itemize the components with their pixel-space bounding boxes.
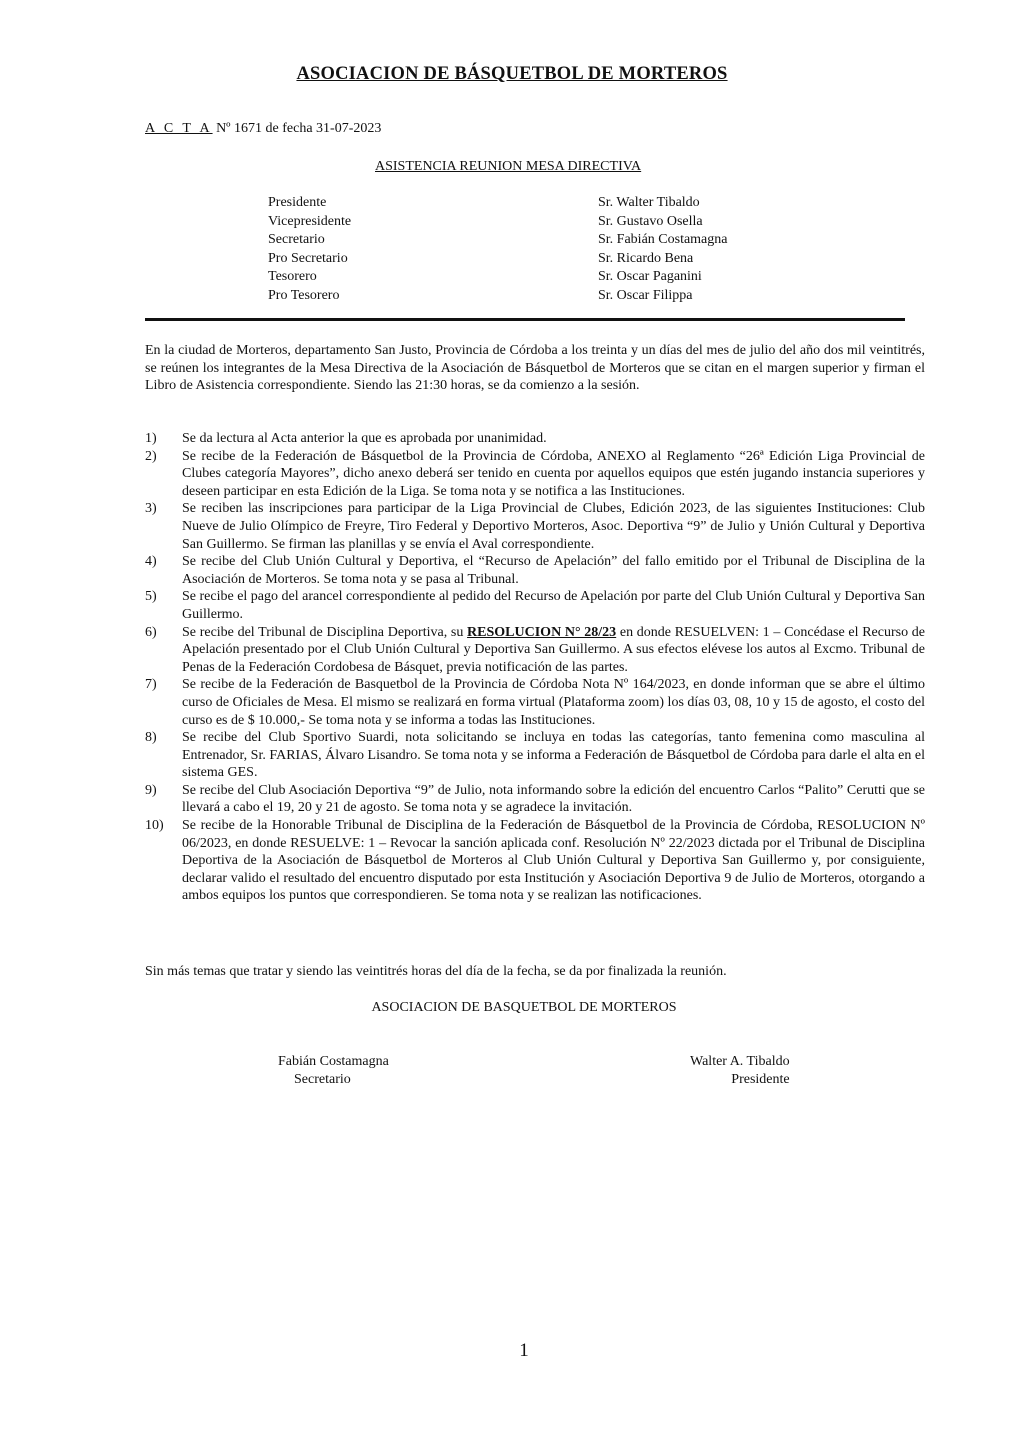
roster-row — [268, 194, 868, 213]
acta-label: A C T A — [145, 121, 213, 136]
roster-row — [268, 231, 868, 250]
item-text: Se da lectura al Acta anterior la que es aprobada por unanimidad. — [182, 431, 547, 446]
roster-name: Sr. Ricardo Bena — [598, 250, 694, 266]
closing-paragraph: Sin más temas que tratar y siendo las veintitrés horas del día de la fecha, se da por finalizada la reunión. — [145, 964, 727, 979]
item-text: Se recibe de la Federación de Básquetbol de la Provincia de Córdoba, ANEXO al Reglamento “26ª Edición Liga Provincial de Clubes categoría Mayores”, dicho anexo deberá ser tenido en cuenta por aquellos equipos que estén jugando instancia superiores y deseen participar en esta Edición de la Liga. Se toma nota y se notifica a las Instituciones. — [182, 448, 925, 499]
item-text: Se recibe de la Honorable Tribunal de Disciplina de la Federación de Básquetbol de la Provincia de Córdoba, RESOLUCION Nº 06/2023, en donde RESUELVE: 1 – Revocar la sanción aplicada conf. Resolución Nº 22/2023 dictada por el Tribunal de Disciplina Deportiva de la Asociación de Básquetbol de Morteros al Club Unión Cultural y Deportiva San Guillermo y, por consiguiente, declarar valido el resultado del encuentro disputado por esta Institución y Asociación Deportiva 9 de Julio de Morteros, otorgando a ambos equipos los puntos que correspondieren. Se toma nota y se realizan las notificaciones. — [182, 818, 925, 904]
resolution-reference: RESOLUCION N° 28/23 — [467, 624, 617, 640]
item-number: 8) — [145, 730, 157, 746]
acta-number-date: Nº 1671 de fecha 31-07-2023 — [212, 121, 382, 136]
item-number: 4) — [145, 554, 157, 570]
list-item — [145, 500, 925, 553]
item-text: Se recibe del Club Sportivo Suardi, nota solicitando se incluya en todas las categorías, tanto femenina como masculina al Entrenador, Sr. FARIAS, Álvaro Lisandro. Se toma nota y se informa a Federación de Básquetbol de Córdoba para darle el alta en el sistema GES. — [182, 730, 925, 781]
list-item — [145, 448, 925, 501]
roster-name: Sr. Oscar Paganini — [598, 269, 702, 285]
signature-secretary — [278, 1053, 389, 1088]
roster-role: Tesorero — [268, 269, 317, 285]
roster-row — [268, 213, 868, 232]
item-text: Se reciben las inscripciones para participar de la Liga Provincial de Clubes, Edición 2023, de las siguientes Instituciones: Club Nueve de Julio Olímpico de Freyre, Tiro Federal y Deportivo Morteros, Asoc. Deportiva “9” de Julio y Unión Cultural y Deportiva San Guillermo. Se firman las planillas y se envía el Aval correspondiente. — [182, 501, 925, 552]
document-title: ASOCIACION DE BÁSQUETBOL DE MORTEROS — [296, 64, 728, 84]
item-text: Se recibe el pago del arancel correspondiente al pedido del Recurso de Apelación por parte del Club Unión Cultural y Deportiva San Guillermo. — [182, 589, 925, 622]
roster-row — [268, 287, 868, 306]
roster-name: Sr. Walter Tibaldo — [598, 195, 700, 210]
item-text: Se recibe de la Federación de Basquetbol de la Provincia de Córdoba Nota Nº 164/2023, en donde informan que se abre el último curso de Oficiales de Mesa. El mismo se realizará en forma virtual (Plataforma zoom) los días 03, 08, 10 y 15 de agosto, el costo del curso es de $ 10.000,- Se toma nota y se informa a todas las Instituciones. — [182, 677, 925, 728]
attendance-heading: ASISTENCIA REUNION MESA DIRECTIVA — [375, 159, 642, 174]
list-item — [145, 430, 925, 448]
item-text — [182, 624, 925, 677]
attendance-roster — [268, 194, 868, 306]
roster-role: Pro Tesorero — [268, 287, 340, 303]
list-item — [145, 553, 925, 588]
roster-role: Vicepresidente — [268, 213, 352, 229]
list-item — [145, 782, 925, 817]
roster-role: Secretario — [268, 232, 325, 248]
roster-role: Pro Secretario — [268, 250, 348, 266]
item-number: 10) — [145, 818, 164, 834]
roster-name: Sr. Oscar Filippa — [598, 287, 693, 303]
roster-name: Sr. Gustavo Osella — [598, 213, 703, 229]
item-text-post: en donde RESUELVEN: 1 – Concédase el Recurso de Apelación presentado por el Club Unión Cultural y Deportiva San Guillermo. A sus efectos elévese los autos al Excmo. Tribunal de Penas de la Federación Cordobesa de Básquet, previa notificación de las partes. — [182, 624, 926, 675]
list-item — [145, 729, 925, 782]
signature-president — [690, 1053, 790, 1088]
item-number: 1) — [145, 431, 157, 446]
roster-row — [268, 268, 868, 287]
horizontal-divider — [145, 318, 905, 321]
item-text-pre: Se recibe del Tribunal de Disciplina Deportiva, su — [182, 624, 468, 640]
list-item — [145, 588, 925, 623]
list-item — [145, 624, 925, 677]
acta-line — [145, 121, 381, 137]
signature-name: Walter A. Tibaldo — [690, 1054, 790, 1069]
item-number: 5) — [145, 589, 157, 605]
item-number: 2) — [145, 448, 157, 464]
list-item — [145, 817, 925, 905]
agenda-list — [145, 430, 925, 905]
item-text: Se recibe del Club Unión Cultural y Deportiva, el “Recurso de Apelación” del fallo emitido por el Tribunal de Disciplina de la Asociación de Morteros. Se toma nota y se pasa al Tribunal. — [182, 554, 925, 587]
list-item — [145, 676, 925, 729]
association-footer: ASOCIACION DE BASQUETBOL DE MORTEROS — [371, 1000, 677, 1015]
item-number: 3) — [145, 501, 157, 517]
intro-paragraph: En la ciudad de Morteros, departamento San Justo, Provincia de Córdoba a los treinta y un días del mes de julio del año dos mil veintitrés, se reúnen los integrantes de la Mesa Directiva de la Asociación de Básquetbol de Morteros que se citan en el margen superior y firman el Libro de Asistencia correspondiente. Siendo las 21:30 horas, se da comienzo a la sesión. — [145, 343, 925, 394]
signature-role: Presidente — [731, 1071, 790, 1087]
roster-name: Sr. Fabián Costamagna — [598, 232, 728, 248]
signature-name: Fabián Costamagna — [278, 1054, 389, 1069]
item-text: Se recibe del Club Asociación Deportiva “9” de Julio, nota informando sobre la edición del encuentro Carlos “Palito” Cerutti que se llevará a cabo el 19, 20 y 21 de agosto. Se toma nota y se agradece la invitación. — [182, 782, 925, 816]
page-number: 1 — [519, 1340, 529, 1361]
item-number: 9) — [145, 782, 157, 798]
item-number: 6) — [145, 624, 157, 640]
roster-row — [268, 250, 868, 269]
roster-role: Presidente — [268, 195, 327, 210]
item-number: 7) — [145, 677, 157, 693]
signature-role: Secretario — [294, 1071, 351, 1087]
